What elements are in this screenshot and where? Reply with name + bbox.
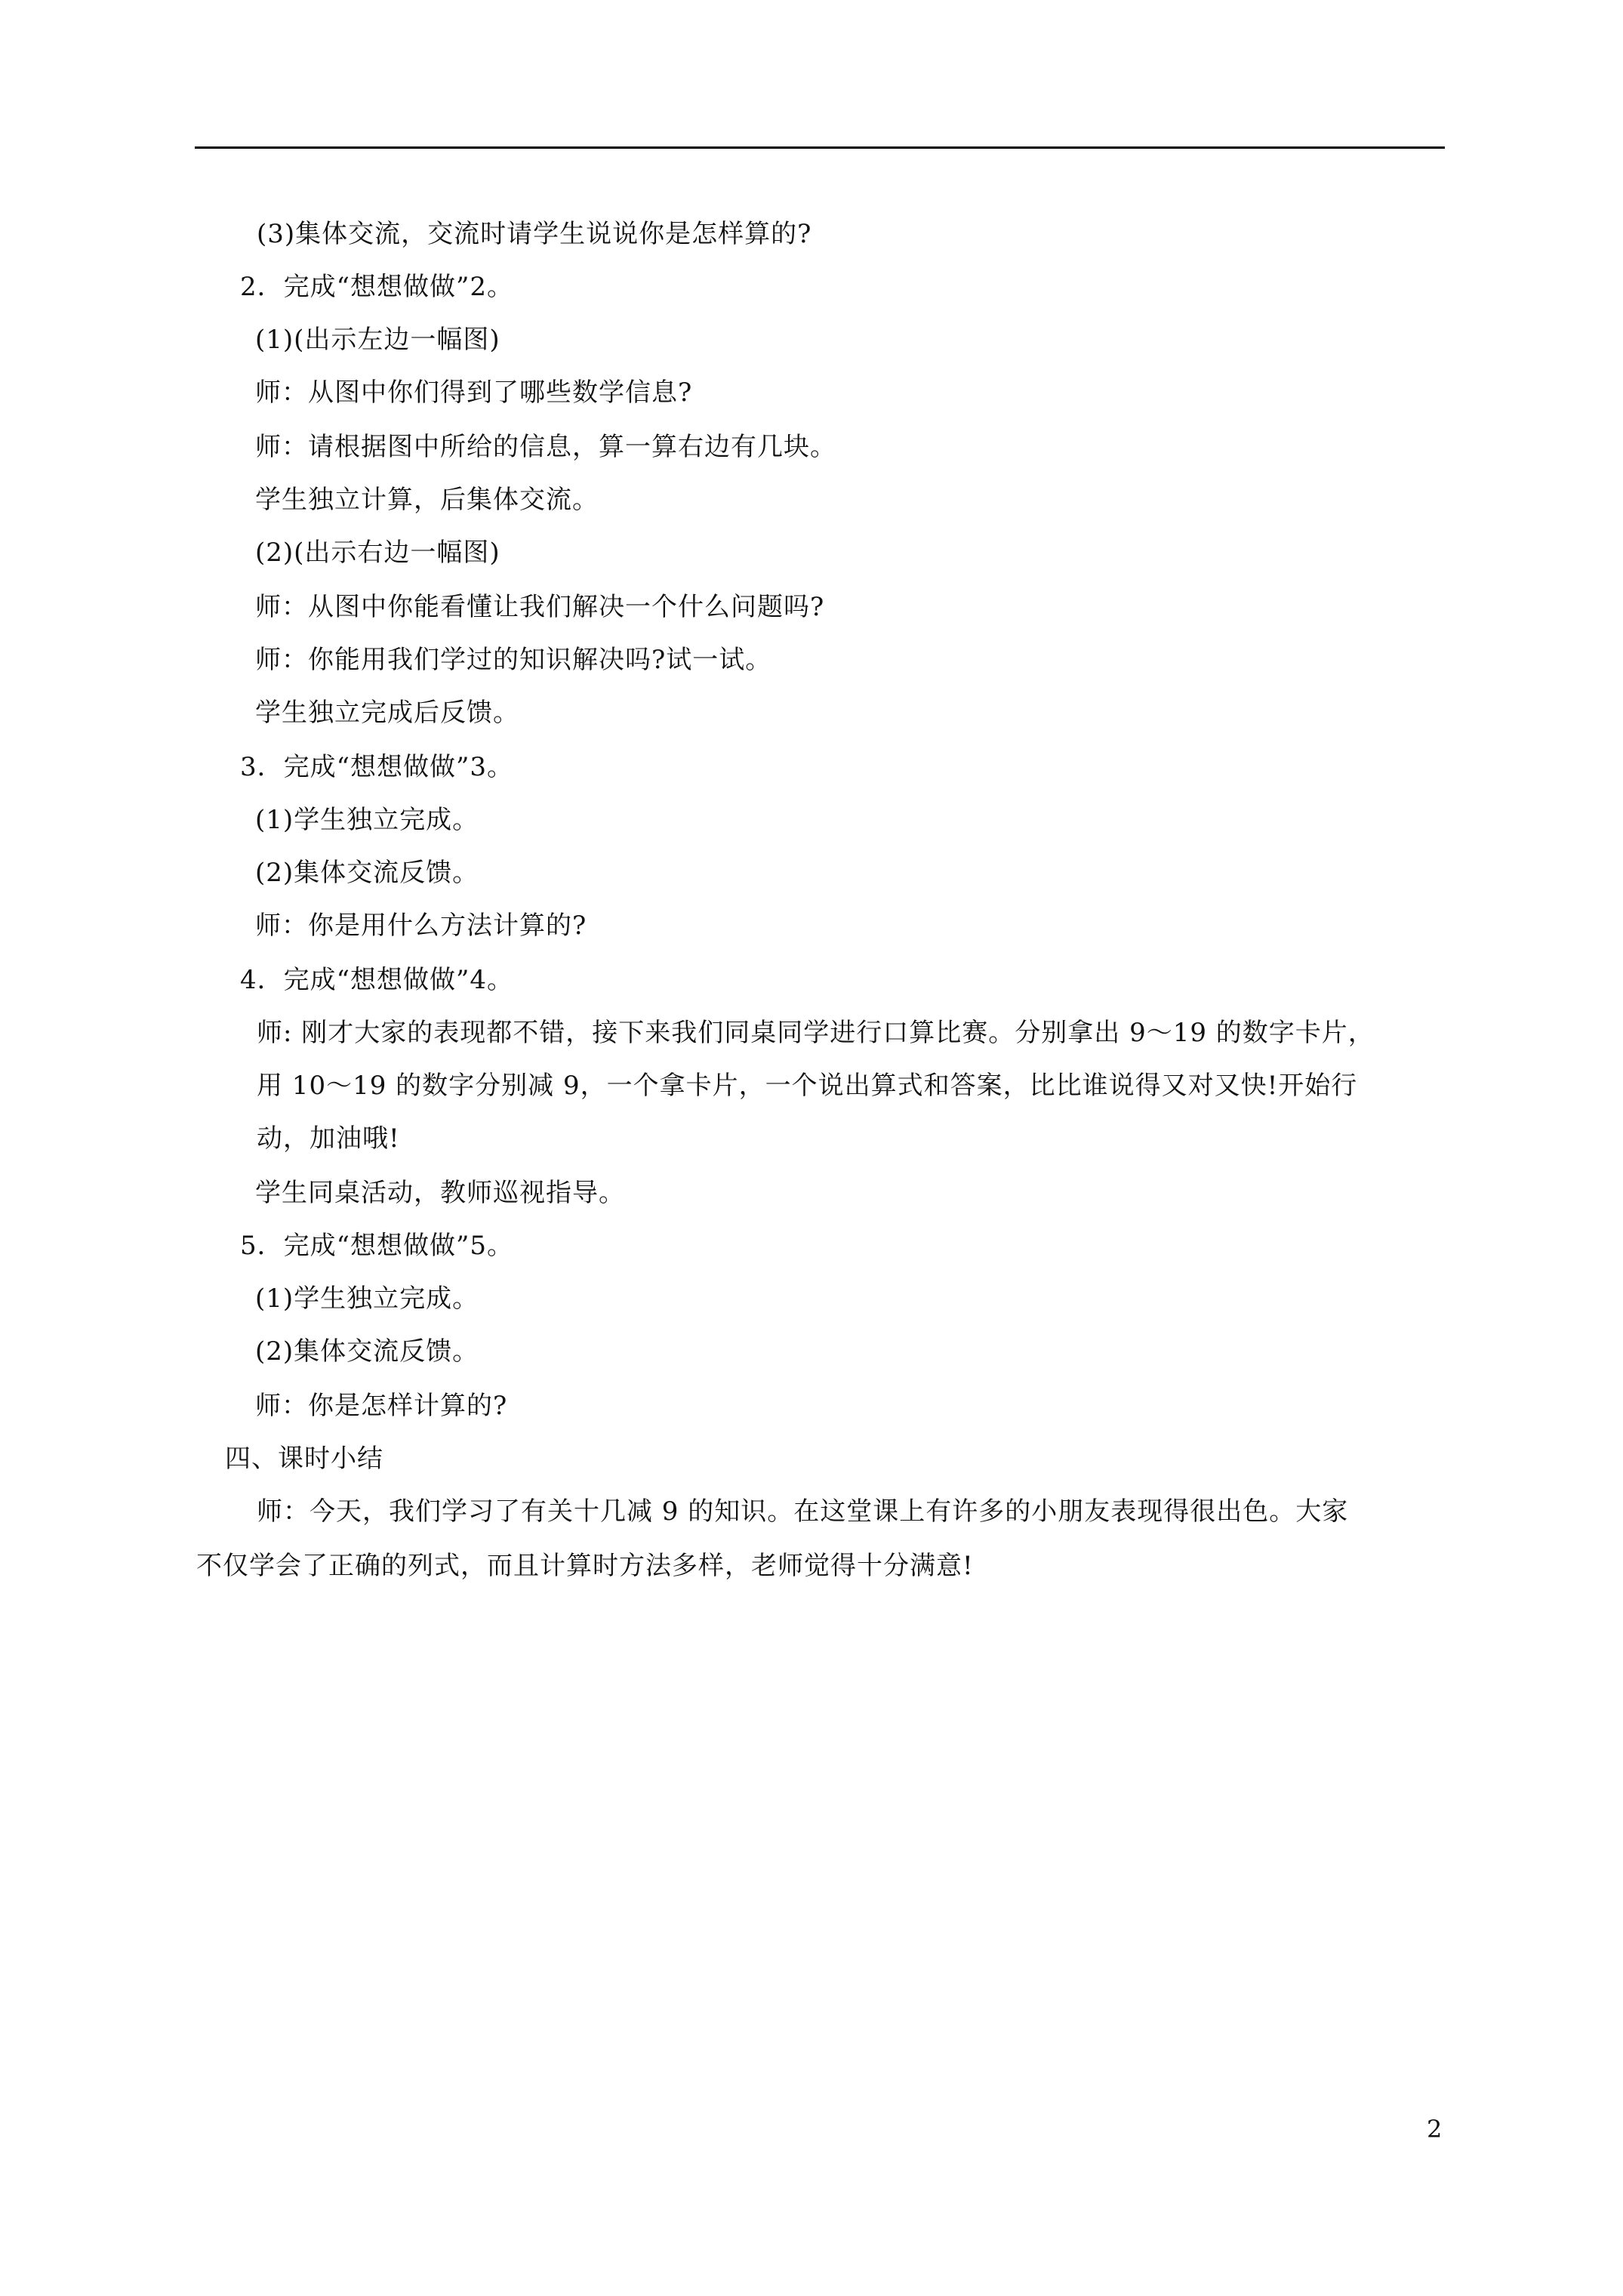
text-line: 师：今天，我们学习了有关十几减 9 的知识。在这堂课上有许多的小朋友表现得很出色。大家 (257, 1496, 1349, 1527)
text-line: 不仅学会了正确的列式，而且计算时方法多样，老师觉得十分满意! (196, 1551, 974, 1581)
text-line: (3)集体交流，交流时请学生说说你是怎样算的? (257, 219, 812, 249)
text-line: 师：你能用我们学过的知识解决吗?试一试。 (255, 645, 772, 675)
text-line: 师：从图中你能看懂让我们解决一个什么问题吗? (255, 592, 825, 622)
header-rule (195, 146, 1445, 149)
page-number: 2 (1427, 2115, 1443, 2143)
text-line: 用 10～19 的数字分别减 9，一个拿卡片，一个说出算式和答案，比比谁说得又对又快!开始行 (257, 1071, 1358, 1101)
text-line: 四、课时小结 (225, 1444, 383, 1474)
text-line: (2)集体交流反馈。 (255, 858, 479, 888)
text-line: 学生独立完成后反馈。 (255, 698, 519, 728)
text-line: (2)集体交流反馈。 (255, 1336, 479, 1367)
text-line: (1)学生独立完成。 (255, 805, 479, 835)
text-line: (1)学生独立完成。 (255, 1284, 479, 1314)
text-line: 师：请根据图中所给的信息，算一算右边有几块。 (255, 432, 836, 462)
text-line: (1)(出示左边一幅图) (255, 325, 500, 355)
text-line: 学生独立计算，后集体交流。 (255, 485, 599, 515)
text-line: 师：你是用什么方法计算的? (255, 911, 587, 941)
text-line: 师: 刚才大家的表现都不错，接下来我们同桌同学进行口算比赛。分别拿出 9～19 的数字卡片， (257, 1018, 1375, 1048)
text-line: 2．完成“想想做做”2。 (240, 272, 514, 302)
text-line: 3．完成“想想做做”3。 (240, 752, 514, 782)
text-line: 师：你是怎样计算的? (255, 1391, 508, 1421)
text-line: (2)(出示右边一幅图) (255, 538, 500, 568)
text-line: 学生同桌活动，教师巡视指导。 (255, 1178, 625, 1208)
text-line: 师：从图中你们得到了哪些数学信息? (255, 378, 693, 408)
text-line: 5．完成“想想做做”5。 (240, 1231, 514, 1261)
text-line: 动，加油哦! (257, 1123, 400, 1154)
text-line: 4．完成“想想做做”4。 (240, 965, 514, 995)
